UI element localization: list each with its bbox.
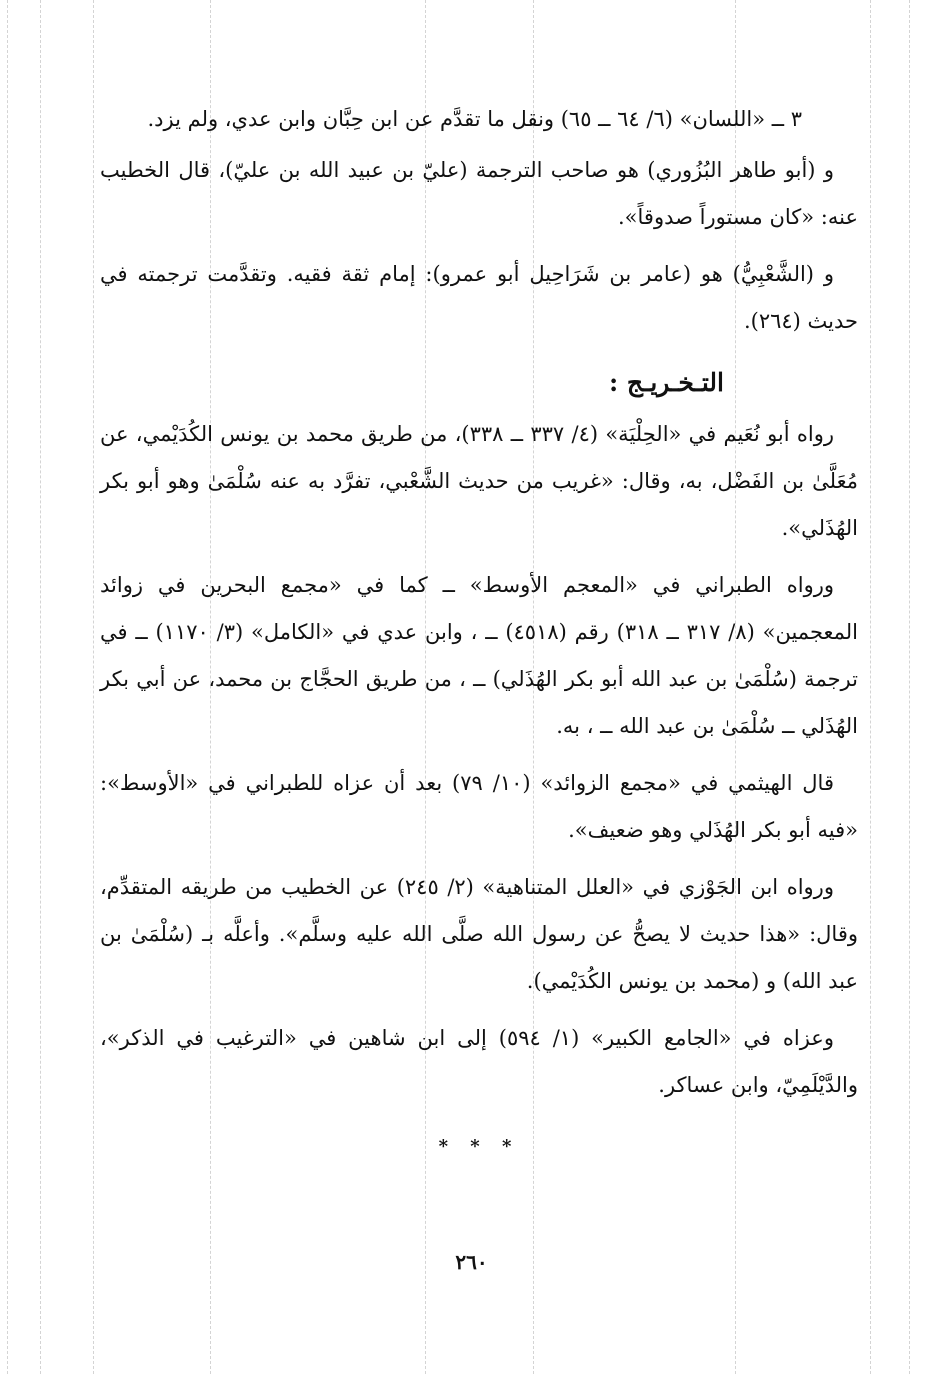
paragraph-abu-tahir: و (أبو طاهر البُزُوري) هو صاحب الترجمة (عليّ بن عبيد الله بن عليّ)، قال الخطيب عنه: «كان مستوراً صدوقاً». — [100, 158, 858, 229]
page-number: ٢٦٠ — [455, 1250, 488, 1274]
paragraph-shabi: و (الشَّعْبِيُّ) هو (عامر بن شَرَاحِيل أبو عمرو): إمام ثقة فقيه. وتقدَّمت ترجمته في حديث (٢٦٤). — [100, 262, 858, 333]
paragraph-tabarani: ورواه الطبراني في «المعجم الأوسط» ــ كما في «مجمع البحرين في زوائد المعجمين» (٨/ ٣١٧ ــ ٣١٨) رقم (٤٥١٨) ــ ، وابن عدي في «الكامل» (٣/ ١١٧٠) ــ في ترجمة (سُلْمَىٰ بن عبد الله أبو بكر الهُذَلي) ــ ، من طريق الحجَّاج بن محمد، عن أبي بكر الهُذَلي ــ سُلْمَىٰ بن عبد الله ــ ، به. — [100, 573, 858, 738]
scan-guide-line — [40, 0, 41, 1374]
scan-guide-line — [93, 0, 94, 1374]
paragraph-lisan-reference: ٣ ــ «اللسان» (٦/ ٦٤ ــ ٦٥) ونقل ما تقدَّم عن ابن حِبَّان وابن عدي، ولم يزد. — [147, 107, 802, 131]
scan-guide-line — [7, 0, 8, 1374]
section-heading-takhrij: التـخـريـج : — [608, 368, 724, 397]
scan-guide-line — [909, 0, 910, 1374]
paragraph-haythami: قال الهيثمي في «مجمع الزوائد» (١٠/ ٧٩) بعد أن عزاه للطبراني في «الأوسط»: «فيه أبو بكر الهُذَلي وهو ضعيف». — [100, 771, 858, 842]
paragraph-abu-nuaim: رواه أبو نُعَيم في «الحِلْيَة» (٤/ ٣٣٧ ــ ٣٣٨)، من طريق محمد بن يونس الكُدَيْمي، عن مُعَلَّىٰ بن الفَضْل، به، وقال: «غريب من حديث الشَّعْبي، تفرَّد به عنه سُلْمَىٰ وهو أبو بكر الهُذَلي». — [100, 422, 858, 540]
section-separator: * * * — [438, 1136, 520, 1157]
paragraph-ibn-jawzi: ورواه ابن الجَوْزي في «العلل المتناهية» (٢/ ٢٤٥) عن الخطيب من طريقه المتقدِّم، وقال: «هذا حديث لا يصحُّ عن رسول الله صلَّى الله عليه وسلَّم». وأعلَّه بـ (سُلْمَىٰ بن عبد الله) و (محمد بن يونس الكُدَيْمي). — [100, 875, 858, 993]
scan-guide-line — [870, 0, 871, 1374]
book-page-text — [100, 96, 858, 1170]
paragraph-jami-kabir: وعزاه في «الجامع الكبير» (١/ ٥٩٤) إلى ابن شاهين في «الترغيب في الذكر»، والدَّيْلَمِيّ، وابن عساكر. — [100, 1026, 858, 1097]
